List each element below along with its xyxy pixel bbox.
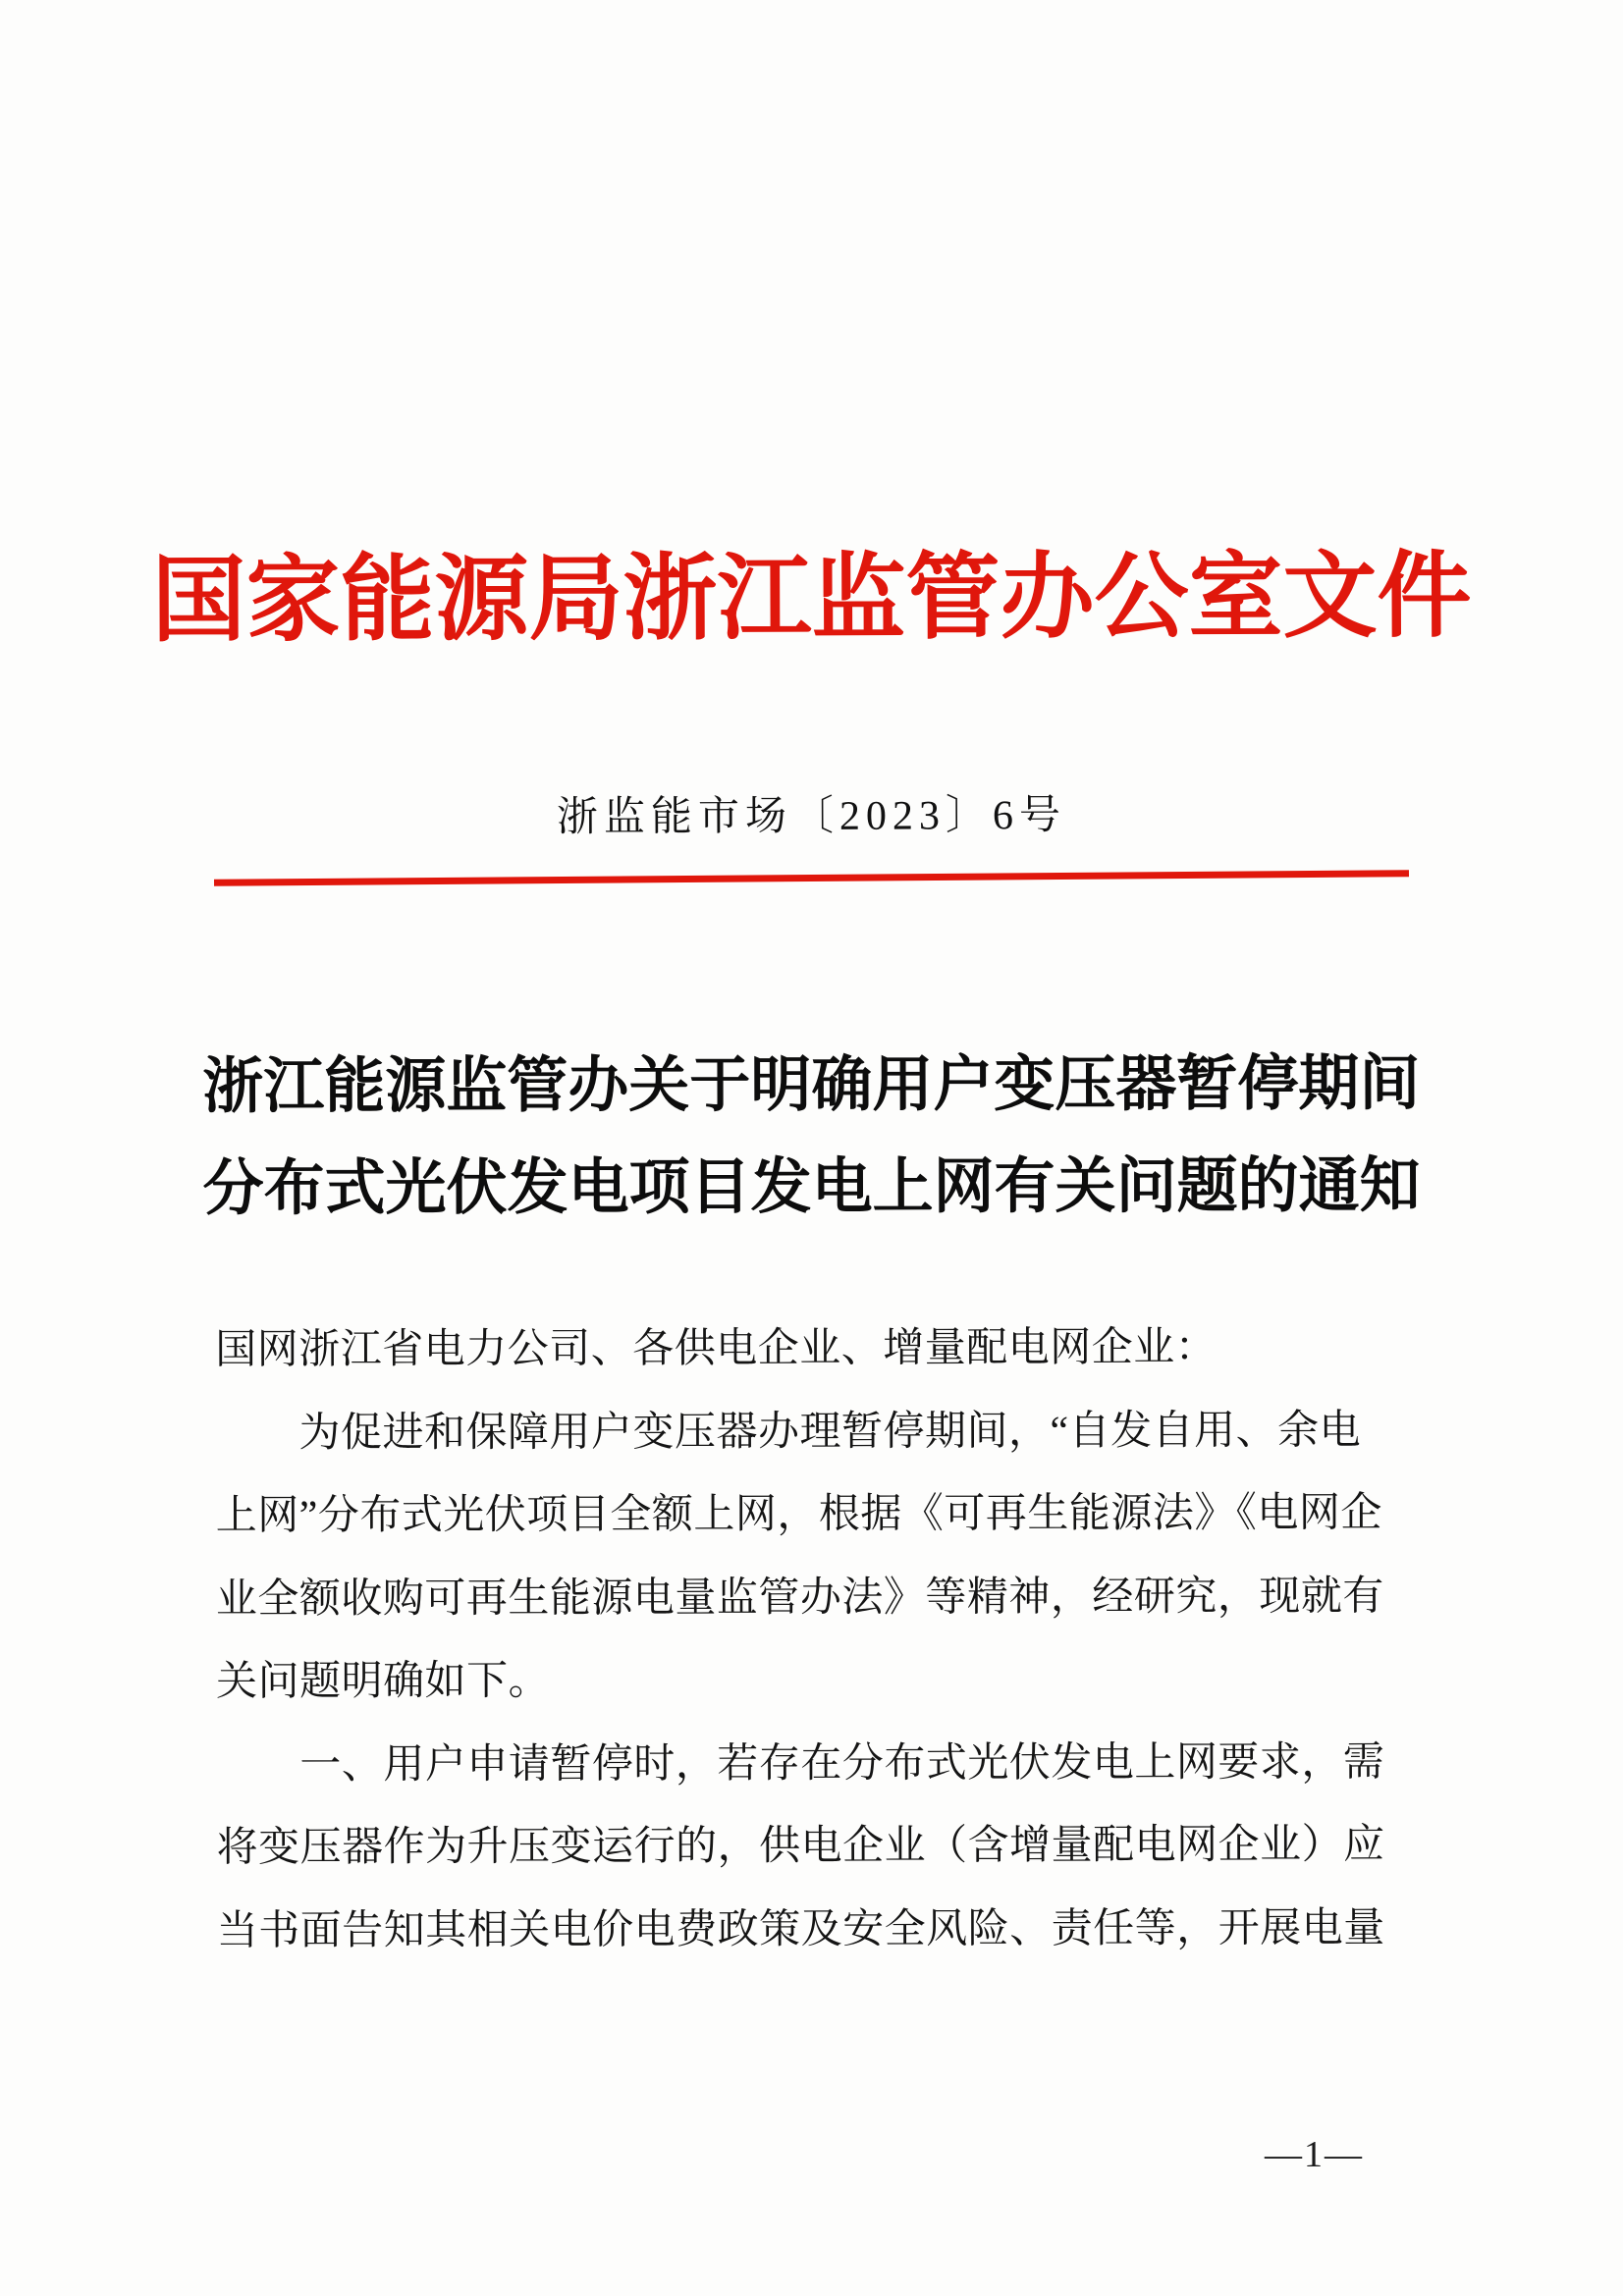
body-line: 上网”分布式光伏项目全额上网，根据《可再生能源法》《电网企	[215, 1490, 1382, 1539]
body-line: 将变压器作为升压变运行的，供电企业（含增量配电网企业）应	[216, 1822, 1385, 1871]
document-number: 浙监能市场〔2023〕6号	[556, 792, 1067, 841]
body-line: 当书面告知其相关电价电费政策及安全风险、责任等，开展电量	[216, 1904, 1385, 1954]
body-salutation: 国网浙江省电力公司、各供电企业、增量配电网企业：	[215, 1324, 1217, 1373]
body-line: 关问题明确如下。	[216, 1658, 551, 1705]
document-title	[0, 1033, 1623, 1241]
letterhead-title: 国家能源局浙江监管办公室文件	[151, 543, 1472, 654]
red-divider-rule	[214, 870, 1409, 886]
body-line: 为促进和保障用户变压器办理暂停期间，“自发自用、余电	[298, 1408, 1362, 1456]
document-title-line-1: 浙江能源监管办关于明确用户变压器暂停期间	[202, 1050, 1421, 1121]
body-line: 一、用户申请暂停时，若存在分布式光伏发电上网要求，需	[299, 1738, 1385, 1788]
body-line: 业全额收购可再生能源电量监管办法》等精神，经研究，现就有	[215, 1573, 1384, 1623]
document-body	[215, 1306, 1413, 1972]
page-number: —1—	[1265, 2134, 1364, 2175]
document-title-line-2: 分布式光伏发电项目发电上网有关问题的通知	[202, 1152, 1421, 1223]
